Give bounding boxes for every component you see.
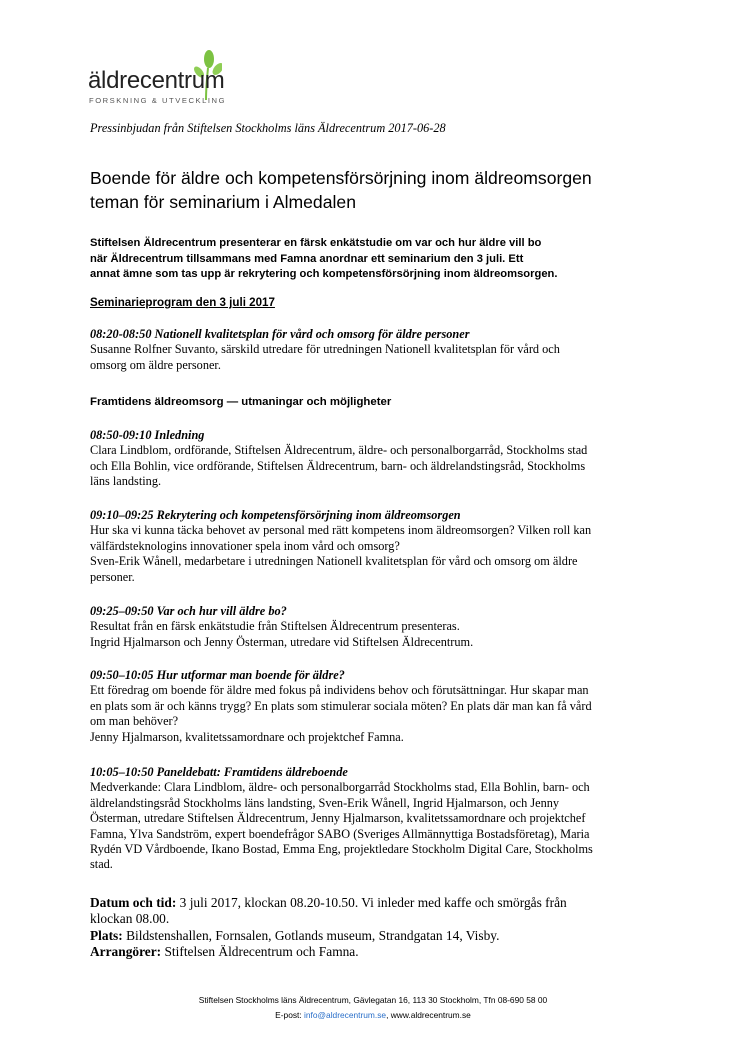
session-block — [90, 428, 670, 490]
session-block — [90, 604, 670, 650]
logo-tagline: FORSKNING & UTVECKLING — [89, 96, 227, 105]
session-title: 08:50-09:10 Inledning — [90, 428, 205, 442]
session-block — [90, 327, 670, 373]
session-line: Famna, Ylva Sandström, expert boendefrågor SABO (Sveriges Allmännyttiga Bostadsföretag), Maria — [90, 826, 590, 841]
session-block — [90, 765, 670, 873]
date-value-cont: klockan 08.00. — [90, 911, 170, 927]
session-line: Hur ska vi kunna täcka behovet av personal med rätt kompetens inom äldreomsorgen? Vilken roll kan — [90, 523, 592, 538]
email-label: E-post: — [275, 1010, 305, 1020]
headline — [90, 166, 670, 214]
place-value: Bildstenshallen, Fornsalen, Gotlands museum, Strandgatan 14, Visby. — [122, 927, 500, 943]
event-info — [90, 895, 670, 960]
session-line: Sven-Erik Wånell, medarbetare i utredningen Nationell kvalitetsplan för vård och omsorg om äldre — [90, 554, 578, 569]
session-title: 10:05–10:50 Paneldebatt: Framtidens äldreboende — [90, 765, 348, 779]
session-line: och Ella Bohlin, vice ordförande, Stiftelsen Äldrecentrum, barn- och äldrelandstingsråd, Stockholms — [90, 458, 586, 473]
organizers-label: Arrangörer: — [90, 943, 162, 959]
logo-wordmark: äldrecentrum — [88, 67, 225, 94]
place-row — [90, 928, 670, 944]
organizers-value: Stiftelsen Äldrecentrum och Famna. — [161, 943, 359, 959]
session-line: läns landsting. — [90, 474, 162, 489]
session-line: Ett föredrag om boende för äldre med fokus på individens behov och förutsättningar. Hur skapar man — [90, 683, 589, 698]
session-title: 09:10–09:25 Rekrytering och kompetensförsörjning inom äldreomsorgen — [90, 508, 461, 522]
session-line: personer. — [90, 569, 135, 584]
session-line: välfärdsteknologins innovationer spela inom vård och omsorg? — [90, 538, 400, 553]
session-line: om man behöver? — [90, 714, 179, 729]
place-label: Plats: — [90, 927, 123, 943]
program-heading: Seminarieprogram den 3 juli 2017 — [90, 296, 275, 309]
headline-line: teman för seminarium i Almedalen — [90, 192, 356, 212]
date-row — [90, 895, 670, 911]
press-invitation-line: Pressinbjudan från Stiftelsen Stockholms läns Äldrecentrum 2017-06-28 — [90, 121, 446, 135]
headline-line: Boende för äldre och kompetensförsörjning inom äldreomsorgen — [90, 168, 592, 188]
session-line: Clara Lindblom, ordförande, Stiftelsen Äldrecentrum, äldre- och personalborgarråd, Stockholms stad — [90, 443, 588, 458]
date-label: Datum och tid: — [90, 895, 177, 910]
session-line: Resultat från en färsk enkätstudie från Stiftelsen Äldrecentrum presenteras. — [90, 619, 460, 634]
session-line: omsorg om äldre personer. — [90, 357, 221, 372]
session-block — [90, 668, 670, 745]
session-line: Österman, utredare Stiftelsen Äldrecentrum, Jenny Hjalmarson, kvalitetssamordnare och projektchef — [90, 811, 586, 826]
session-line: Jenny Hjalmarson, kvalitetssamordnare och projektchef Famna. — [90, 729, 404, 744]
session-line: äldrelandstingsråd Stockholms läns landsting, Sven-Erik Wånell, Ingrid Hjalmarson, och Jenny — [90, 795, 560, 810]
session-title: 09:50–10:05 Hur utformar man boende för äldre? — [90, 668, 345, 682]
email-link[interactable]: info@aldrecentrum.se — [304, 1010, 387, 1020]
lead-line: annat ämne som tas upp är rekrytering och kompetensförsörjning inom äldreomsorgen. — [90, 268, 558, 280]
session-line: Rydén VD Vårdboende, Ikano Bostad, Emma Eng, projektledare Stockholm Digital Care, Stockholms — [90, 842, 593, 857]
session-title: 09:25–09:50 Var och hur vill äldre bo? — [90, 604, 287, 618]
session-line: Ingrid Hjalmarson och Jenny Österman, utredare vid Stiftelsen Äldrecentrum. — [90, 634, 474, 649]
session-line: en plats som är och känns trygg? En plats som stimulerar sociala möten? En plats där man kan få vård — [90, 698, 592, 713]
lead-line: när Äldrecentrum tillsammans med Famna anordnar ett seminarium den 3 juli. Ett — [90, 252, 524, 265]
date-value: 3 juli 2017, klockan 08.20-10.50. Vi inleder med kaffe och smörgås från — [176, 895, 567, 910]
lead-line: Stiftelsen Äldrecentrum presenterar en färsk enkätstudie om var och hur äldre vill bo — [90, 237, 542, 249]
section-heading: Framtidens äldreomsorg — utmaningar och möjligheter — [90, 396, 392, 408]
session-line: stad. — [90, 857, 113, 872]
footer-separator: , — [386, 1010, 391, 1020]
website-link[interactable]: www.aldrecentrum.se — [390, 1010, 471, 1020]
lead-paragraph — [90, 236, 670, 283]
footer-contact — [0, 1008, 746, 1022]
session-line: Susanne Rolfner Suvanto, särskild utredare för utredningen Nationell kvalitetsplan för vård och — [90, 342, 560, 357]
session-title: 08:20-08:50 Nationell kvalitetsplan för vård och omsorg för äldre personer — [90, 327, 470, 341]
organizers-row — [90, 944, 670, 960]
session-line: Medverkande: Clara Lindblom, äldre- och personalborgarråd Stockholms stad, Ella Bohlin, barn- och — [90, 780, 590, 795]
footer-address: Stiftelsen Stockholms läns Äldrecentrum, Gävlegatan 16, 113 30 Stockholm, Tfn 08-690 58 00 — [198, 995, 548, 1005]
aldrecentrum-logo — [88, 50, 248, 112]
session-block — [90, 508, 670, 585]
